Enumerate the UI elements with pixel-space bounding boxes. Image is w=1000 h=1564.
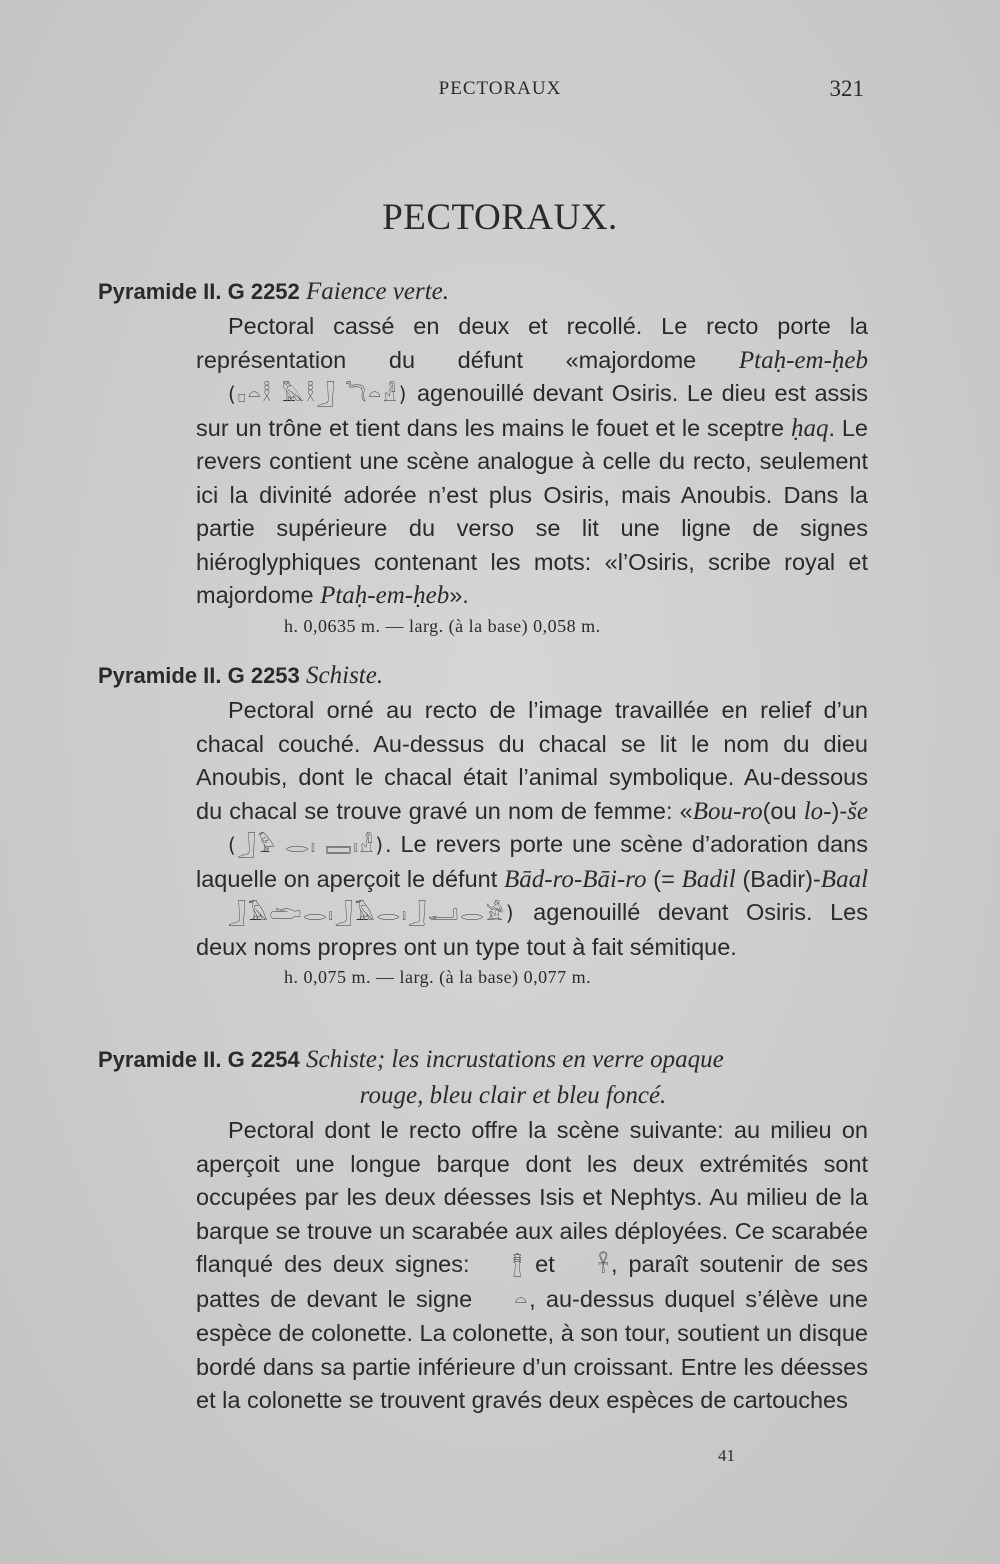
page-number: 321 [829,76,864,101]
entry-material-continued: rouge, bleu clair et bleu foncé. [359,1082,667,1109]
personal-name: Bād-ro-Bāi-ro [503,865,647,893]
text-run: Pectoral dont le recto offre la scène suivante: au milieu on aperçoit une longue barque dont les deux extrémités sont occupées par les deux déesses Isis et Nephtys. Au milieu de la barque se trouve un scarabée aux ailes déployées. Ce scarabée flanqué des deux signes: [196,1117,868,1277]
entry-reference: Pyramide II. G 2252 [98,279,300,304]
text-run: , au-dessus duquel s’élève une espèce de colonette. La colonette, à son tour, soutient un disque bordé dans sa partie inférieure d’un croissant. Entre les déesses et la colonette se trouvent gravés deux espèces de cartouches [196,1285,868,1414]
text-run: Pectoral cassé en deux et recollé. Le recto porte la représentation du défunt «majordome [196,313,868,373]
catalogue-entry [0,1042,1000,1418]
text-run: et [524,1251,566,1277]
text-run: . Le revers porte une scène d’adoration dans laquelle on aperçoit le défunt [196,831,868,892]
ankh-glyph: 𓋹 [597,1253,611,1278]
text-run: (ou [762,797,804,824]
text-run: agenouillé devant Osiris. Les deux noms propres ont un type tout à fait sémitique. [196,899,868,960]
was-sceptre-glyph: 𓊽 [512,1253,525,1278]
text-run: )- [831,797,848,824]
entry-heading [98,1042,868,1114]
entry-heading [98,274,868,310]
text-run: , paraît soutenir de ses pattes de devant le signe [196,1251,868,1312]
entry-description [196,1114,868,1418]
catalogue-entry [0,274,1000,639]
entry-material: Schiste. [306,662,384,689]
signature-folio: 41 [718,1446,735,1465]
personal-name: Bou-ro [692,797,763,825]
text-run: . Le revers contient une scène analogue à celle du recto, seulement ici la divinité adorée n’est plus Osiris, mais Anoubis. Dans la partie supérieure du verso se lit une ligne de signes hiéroglyphiques contenant les mots: «l’Osiris, scribe royal et majordome [196,414,868,609]
text-run: ». [449,582,469,609]
entry-reference: Pyramide II. G 2254 [98,1047,300,1072]
text-run: (= [646,865,682,892]
entry-material: Faience verte. [306,278,449,305]
running-title: PECTORAUX [438,78,562,99]
entry-reference: Pyramide II. G 2253 [98,663,300,688]
personal-name: lo- [803,797,832,825]
personal-name: Ptaḥ-em-ḥeb [320,582,450,610]
entry-material: Schiste; les incrustations en verre opaque [306,1046,724,1073]
hieroglyph-cartouche: (𓊪𓏏𓎛 𓅓𓎛𓃀 𓆓𓏏𓁐) [228,382,409,407]
basket-glyph: 𓏏 [514,1287,530,1312]
dimensions: h. 0,075 m. — larg. (à la base) 0,077 m. [284,967,592,988]
entry-description [196,310,868,613]
personal-name: Ptaḥ-em-ḥeb [738,346,868,374]
entry-heading [98,658,868,694]
text-run: (Badir)- [735,865,821,892]
hieroglyph-cartouche: (𓃀𓅱 𓂋𓏤 𓈙𓏤𓁐) [228,833,386,858]
entry-description [196,694,868,964]
text-run: agenouillé devant Osiris. Le dieu est assis sur un trône et tient dans les mains le fouet et le sceptre [196,380,868,441]
personal-name: še [847,797,868,825]
text-run: Pectoral orné au recto de l’image travaillée en relief d’un chacal couché. Au-dessus du chacal se lit le nom du dieu Anoubis, dont le chacal était l’animal symbolique. Au-dessous du chacal se trouve gravé un nom de femme: « [196,697,868,824]
catalogue-entry [0,658,1000,990]
section-title: PECTORAUX. [382,197,618,238]
sceptre-name: ḥaq [790,414,829,442]
personal-name: Badil [681,865,736,893]
deity-name: Baal [820,865,869,893]
hieroglyph-group: 𓃀𓄿𓂧𓂋𓏤𓃀𓄿𓂋𓏤𓃀𓂝𓂋𓀀) [228,901,516,926]
dimensions: h. 0,0635 m. — larg. (à la base) 0,058 m. [284,615,601,636]
